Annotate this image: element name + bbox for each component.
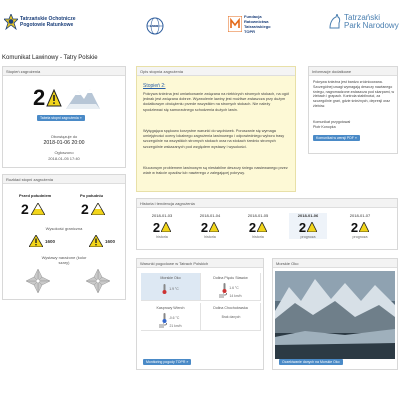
danger-level-display — [33, 87, 100, 109]
history-level — [191, 220, 229, 234]
history-level — [289, 220, 327, 234]
station-temp: 1.6 °C — [229, 286, 239, 290]
danger-mountain-icon — [161, 222, 171, 232]
danger-mountain-icon — [209, 222, 219, 232]
history-kind: historia — [252, 235, 264, 239]
danger-distribution-panel — [2, 174, 126, 300]
history-level-number: 2 — [200, 219, 209, 235]
weather-station-piec-stawow[interactable] — [201, 273, 261, 301]
after-noon-level: 2 — [81, 201, 89, 217]
history-level — [239, 220, 277, 234]
info-panel-title: Informacje dodatkowe — [309, 67, 397, 76]
history-day-2018-01-03 — [143, 213, 181, 239]
logo-lawis[interactable] — [146, 17, 164, 35]
history-day-2018-01-04 — [191, 213, 229, 239]
logo-tpn[interactable] — [328, 14, 399, 30]
danger-mountain-icon — [359, 222, 369, 232]
description-panel-title: Opis stopnia zagrożenia — [137, 67, 295, 76]
before-noon-label: Przed południem — [19, 193, 52, 198]
distribution-panel-title: Rozkład stopni zagrożenia — [3, 175, 125, 184]
history-level-number: 2 — [298, 219, 307, 235]
logo-fundacja[interactable] — [228, 14, 271, 34]
before-noon-danger — [21, 202, 45, 216]
history-level-number: 2 — [152, 219, 161, 235]
mountain-danger-icon — [31, 203, 45, 215]
valid-until-value: 2018-01-06 20:00 — [43, 140, 85, 146]
danger-level-link[interactable]: Stopień 2: — [143, 83, 166, 89]
history-kind: prognoza — [300, 235, 316, 239]
pdf-report-button[interactable]: Komunikat w wersji PDF » — [313, 135, 360, 141]
description-panel — [136, 66, 296, 192]
info-text: Pokrywa śnieżna jest bardzo zróżnicowana. Szczególnej uwagi wymagają deszczy nawianego śniegu, nagromadzone zwłaszcza pod skarpami, w żlebach i grapach. Kontrola stabilności, za szczególnie grań, gdzie śnieżnych, depresji oraz źlebów. — [313, 80, 395, 108]
elevation-left — [29, 235, 55, 247]
wind-icon — [159, 323, 167, 329]
aspect-rose-left-icon — [25, 268, 51, 294]
exposure-label: Wystawy narażone (kolor szary) — [41, 255, 87, 265]
history-date: 2018-01-06 — [297, 213, 319, 218]
additional-info-panel — [308, 66, 398, 154]
author-label: Komunikat przygotował — [313, 120, 351, 124]
wind-icon — [219, 293, 227, 299]
logo-fundacja-line2: Ratownictwa — [244, 19, 269, 24]
header-logos — [0, 0, 400, 50]
after-noon-label: Po południu — [80, 193, 104, 198]
treeline-label: Wysokość graniczna — [45, 226, 83, 231]
history-day-2018-01-06 — [289, 213, 327, 239]
thermometer-icon — [222, 283, 227, 293]
station-name: Dolina Pięciu Stawów — [213, 276, 248, 280]
logo-tpn-line1: Tatrzański — [344, 13, 381, 22]
mountain-danger-icon — [91, 203, 105, 215]
warning-triangle-icon — [89, 235, 103, 247]
thermometer-icon — [162, 284, 167, 294]
danger-mountain-icon — [257, 222, 267, 232]
history-level — [341, 220, 379, 234]
history-level-number: 2 — [248, 219, 257, 235]
history-level — [143, 220, 181, 234]
camera-panel-title: Morskie Oko — [273, 259, 397, 268]
author-name: Piotr Konopka — [313, 125, 336, 129]
weather-station-kasprowy[interactable] — [141, 303, 201, 331]
logo-topr-line1: Tatrzańskie Ochotnicze — [20, 16, 76, 22]
warning-triangle-icon — [29, 235, 43, 247]
logo-fundacja-line1: Fundacja — [244, 14, 262, 19]
weather-station-chocholowska[interactable] — [201, 303, 261, 331]
logo-lawis-text: LAWIS — [150, 25, 159, 28]
history-date: 2018-01-03 — [151, 213, 173, 218]
weather-panel-title: Warunki pogodowe w Tatrach Polskich — [137, 259, 263, 268]
mountain-snow-icon — [66, 87, 100, 109]
logo-fundacja-line4: TOPR — [244, 29, 256, 34]
danger-level-2-icon — [46, 89, 62, 107]
history-date: 2018-01-05 — [247, 213, 269, 218]
valid-until-label: Obowiązuje do — [50, 134, 78, 139]
weather-station-morskie-oko[interactable] — [141, 273, 201, 301]
published-label: Ogłoszono — [54, 150, 74, 155]
danger-level-number: 2 — [33, 85, 46, 110]
description-p2: Wytęgająca spękowo korzystne warunki do wędrówek. Poruszanie się wymaga umiejętności oceny lokalnego zagrożenia lawinowego i odpowiedniego wyboru trasy szczególnie na wszystkich stromych stokach oraz na stokach średnio stromych szczególnie wskazanych pod względem wystawy i wysokości. — [143, 129, 285, 149]
fundacja-emblem-icon — [228, 16, 242, 32]
history-date: 2018-01-07 — [349, 213, 371, 218]
history-kind: historia — [156, 235, 168, 239]
station-name: Kasprowy Wierch — [156, 306, 185, 310]
station-temp: -0.6 °C — [168, 316, 180, 320]
logo-tpn-line2: Park Narodowy — [344, 21, 399, 30]
logo-topr-line2: Pogotowie Ratunkowe — [20, 22, 74, 28]
history-level-number: 2 — [350, 219, 359, 235]
history-day-2018-01-07 — [341, 213, 379, 239]
history-day-2018-01-05 — [239, 213, 277, 239]
logo-topr[interactable] — [4, 14, 75, 30]
elevation-left-value: 1600 — [45, 238, 56, 244]
topr-cross-icon — [4, 14, 18, 30]
danger-level-panel — [2, 66, 126, 168]
page-title: Komunikat Lawinowy - Tatry Polskie — [2, 55, 98, 61]
before-noon-level: 2 — [21, 201, 29, 217]
history-panel-title: Historia i tendencja zagrożenia — [137, 199, 397, 208]
danger-mountain-icon — [307, 222, 317, 232]
station-wind: 14 km/h — [229, 294, 242, 298]
danger-scale-table-button[interactable]: Tabela stopni zagrożenia » — [37, 115, 85, 121]
published-value: 2018-01-05 17:40 — [48, 156, 80, 161]
camera-refresh-button[interactable]: Oczekiwanie danych na Morskie Oko — [279, 359, 343, 365]
elevation-right — [89, 235, 115, 247]
history-panel — [136, 198, 398, 250]
camera-panel — [272, 258, 398, 370]
danger-level-panel-title: Stopień zagrożenia — [3, 67, 125, 76]
station-wind: 21 km/h — [169, 324, 182, 328]
station-temp: 1.9 °C — [169, 287, 179, 291]
logo-fundacja-line3: Tatrzańskiego — [244, 24, 271, 29]
history-date: 2018-01-04 — [199, 213, 221, 218]
thermometer-icon — [162, 313, 167, 323]
elevation-right-value: 1600 — [105, 238, 116, 244]
weather-monitoring-button[interactable]: Monitoring pogody TOPR » — [143, 359, 191, 365]
station-name: Morskie Oko — [160, 276, 181, 280]
history-kind: prognoza — [352, 235, 368, 239]
station-no-data: Brak danych — [221, 315, 241, 319]
description-p1: Pokrywa śnieżna jest umiarkowanie związana na niektórych stromych stokach, na ogół jednak jest związana dobrze. Wyzwolenie lawiny jest możliwe zwłaszcza przy dużym dodatkowym obciążeniu przede wszystkim na stromych stokach. Nie należy spodziewać się samorzutnego schodzenia dużych lawin. — [143, 92, 289, 112]
history-kind: historia — [204, 235, 216, 239]
description-p3: Kluczowym problemem lawinowym są niestabilne deszczy śniegu nawiewanego przez wiatr w trakcie opadów lub nawierego z zalegającej pokrywy. — [143, 166, 288, 176]
station-name: Dolina Chochołowska — [213, 306, 248, 310]
aspect-rose-right-icon — [85, 268, 111, 294]
webcam-image[interactable] — [275, 271, 395, 359]
tpn-chamois-icon — [328, 14, 342, 30]
weather-panel — [136, 258, 264, 370]
after-noon-danger — [81, 202, 105, 216]
